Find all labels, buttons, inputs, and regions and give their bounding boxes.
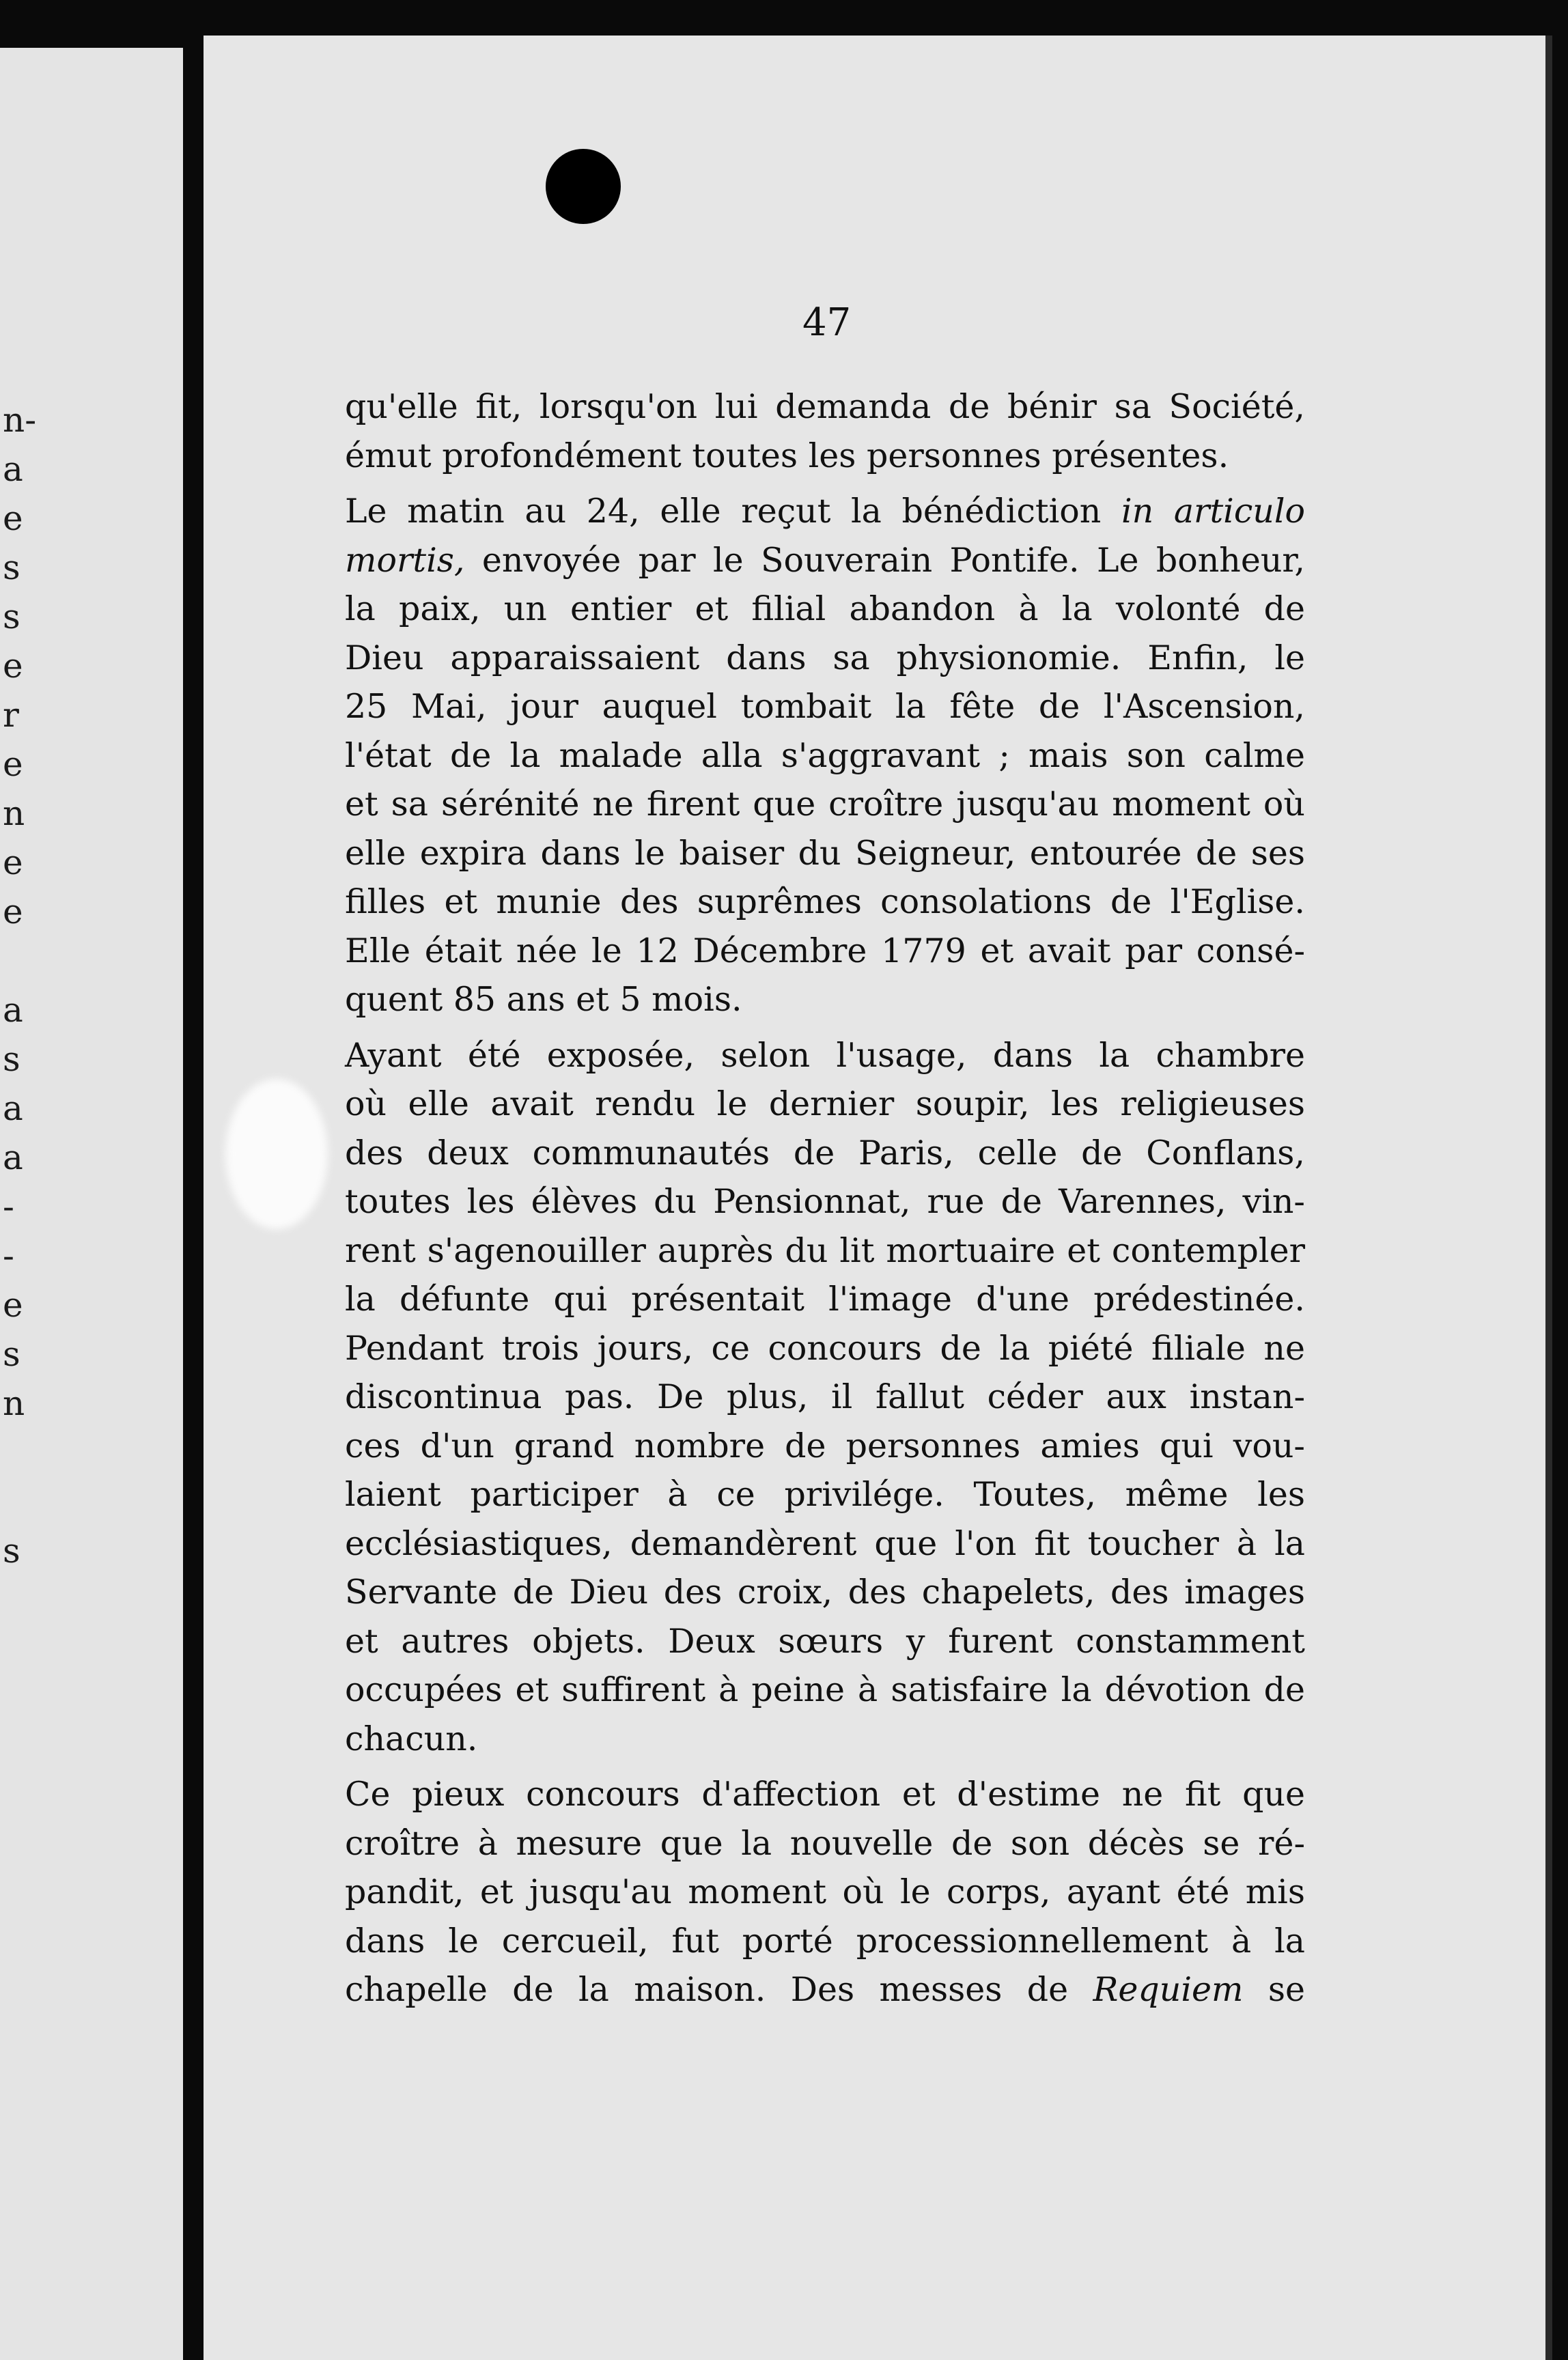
text-line: la défunte qui présentait l'image d'une prédestinée. <box>345 1280 1305 1319</box>
left-page-fragment: a <box>3 449 23 489</box>
text-segment: se <box>1268 1970 1306 2009</box>
text-line: Dieu apparaissaient dans sa physionomie. Enfin, le <box>345 638 1305 677</box>
left-page-fragment: n- <box>3 400 37 440</box>
text-line: discontinua pas. De plus, il fallut céder aux instan- <box>345 1377 1305 1416</box>
text-line: émut profondément toutes les personnes présentes. <box>345 436 1229 475</box>
text-line <box>345 1965 1305 2014</box>
left-page-fragment: e <box>3 744 23 784</box>
italic-text: mortis, <box>345 540 465 580</box>
text-segment: Le matin au 24, elle reçut la bénédiction <box>345 492 1102 531</box>
text-line: 25 Mai, jour auquel tombait la fête de l'Ascension, <box>345 687 1305 726</box>
text-segment: envoyée par le Souverain Pontife. Le bonheur, <box>481 540 1306 580</box>
text-line: pandit, et jusqu'au moment où le corps, ayant été mis <box>345 1872 1305 1911</box>
left-page-fragment: a <box>3 990 23 1030</box>
left-page-fragment: e <box>3 1285 23 1325</box>
left-page-fragment: s <box>3 548 20 587</box>
text-line: ces d'un grand nombre de personnes amies qui vou- <box>345 1426 1305 1465</box>
scan-glare <box>225 1079 328 1229</box>
left-page-fragment: - <box>3 1236 14 1276</box>
text-line: rent s'agenouiller auprès du lit mortuaire et contempler <box>345 1231 1305 1270</box>
text-segment: chapelle de la maison. Des messes de <box>345 1970 1069 2009</box>
text-line: la paix, un entier et filial abandon à la volonté de <box>345 589 1305 628</box>
left-page-fragment: - <box>3 1187 14 1226</box>
left-page-fragment: n <box>3 793 25 833</box>
text-line: quent 85 ans et 5 mois. <box>345 980 742 1019</box>
text-line: des deux communautés de Paris, celle de Conflans, <box>345 1133 1305 1172</box>
text-line: Elle était née le 12 Décembre 1779 et avait par consé- <box>345 931 1305 970</box>
italic-text: Requiem <box>1093 1970 1244 2009</box>
body-text <box>345 382 1305 2014</box>
text-line: Pendant trois jours, ce concours de la piété filiale ne <box>345 1328 1305 1368</box>
page-number: 47 <box>802 300 852 345</box>
text-line: laient participer à ce privilége. Toutes, même les <box>345 1475 1305 1514</box>
text-line: Servante de Dieu des croix, des chapelets, des images <box>345 1573 1305 1612</box>
left-page-fragment: e <box>3 843 23 882</box>
left-page-edge <box>0 48 183 2360</box>
text-line: où elle avait rendu le dernier soupir, les religieuses <box>345 1084 1305 1123</box>
left-page-fragment: e <box>3 498 23 538</box>
text-line: toutes les élèves du Pensionnat, rue de Varennes, vin- <box>345 1182 1305 1221</box>
text-line <box>345 487 1305 536</box>
text-line: et sa sérénité ne firent que croître jusqu'au moment où <box>345 785 1305 824</box>
left-page-fragment: a <box>3 1088 23 1128</box>
text-line: Ce pieux concours d'affection et d'estime ne fit que <box>345 1775 1305 1814</box>
left-page-fragment: r <box>3 695 19 735</box>
left-page-fragment: e <box>3 892 23 931</box>
left-page-fragment: s <box>3 1334 20 1374</box>
book-gutter <box>183 27 204 2360</box>
text-line: filles et munie des suprêmes consolations de l'Eglise. <box>345 882 1305 921</box>
text-line: ecclésiastiques, demandèrent que l'on fit toucher à la <box>345 1523 1305 1563</box>
left-page-fragment: a <box>3 1138 23 1177</box>
italic-text: in articulo <box>1121 492 1305 531</box>
left-page-fragment: s <box>3 1039 20 1079</box>
left-page-fragment: e <box>3 646 23 686</box>
text-line: elle expira dans le baiser du Seigneur, entourée de ses <box>345 833 1305 873</box>
text-line <box>345 536 1305 585</box>
text-line: dans le cercueil, fut porté processionnellement à la <box>345 1921 1305 1961</box>
text-line: et autres objets. Deux sœurs y furent constamment <box>345 1621 1305 1661</box>
text-line: chacun. <box>345 1719 478 1758</box>
text-line: l'état de la malade alla s'aggravant ; mais son calme <box>345 735 1305 775</box>
left-page-fragment: s <box>3 1531 20 1571</box>
text-line: croître à mesure que la nouvelle de son décès se ré- <box>345 1823 1305 1863</box>
punch-hole <box>546 149 621 224</box>
page-edge-shadow <box>1545 36 1552 2360</box>
left-page-fragment: s <box>3 597 20 636</box>
text-line: Ayant été exposée, selon l'usage, dans la chambre <box>345 1035 1305 1075</box>
left-page-fragment: n <box>3 1383 25 1423</box>
text-line: occupées et suffirent à peine à satisfaire la dévotion de <box>345 1670 1305 1709</box>
text-line: qu'elle fit, lorsqu'on lui demanda de bénir sa Société, <box>345 387 1305 426</box>
